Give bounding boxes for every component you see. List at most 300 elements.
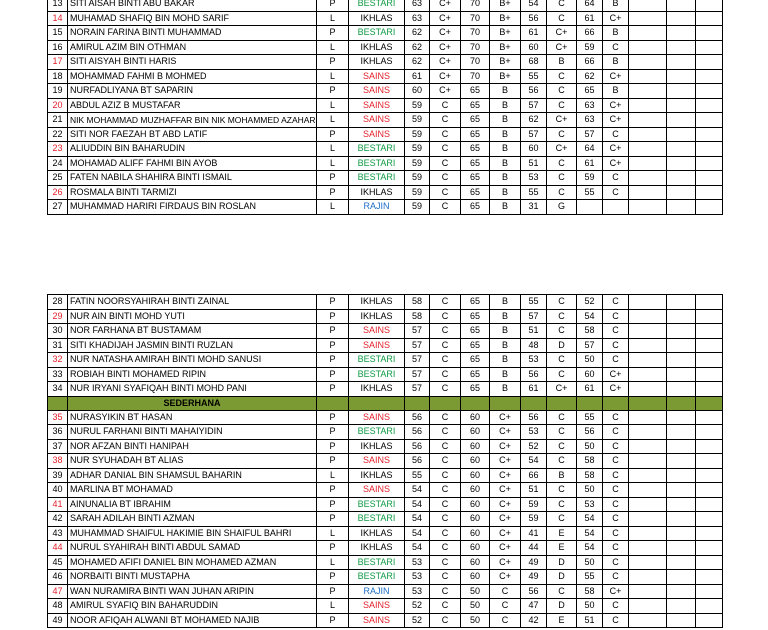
- score-3: 56: [521, 367, 547, 382]
- row-number: 42: [48, 512, 68, 527]
- empty-cell: [667, 584, 696, 599]
- score-2: 70: [461, 55, 490, 70]
- grade-3: C: [547, 295, 577, 310]
- grade-1: C: [430, 295, 461, 310]
- empty-cell: [696, 613, 723, 628]
- grade-1: C: [430, 324, 461, 339]
- score-3: 55: [521, 69, 547, 84]
- score-2: 70: [461, 26, 490, 41]
- grade-1: C: [430, 613, 461, 628]
- score-4: 55: [577, 410, 603, 425]
- score-1: 63: [405, 0, 430, 11]
- grade-1: C+: [430, 11, 461, 26]
- score-3: 51: [521, 156, 547, 171]
- table-row: [48, 439, 723, 454]
- grade-3: C: [547, 0, 577, 11]
- grade-3: C: [547, 454, 577, 469]
- empty-cell: [521, 396, 547, 410]
- gender-cell: P: [317, 483, 349, 498]
- grade-3: C: [547, 483, 577, 498]
- row-number: 22: [48, 127, 68, 142]
- table-row: [48, 454, 723, 469]
- grade-2: B+: [490, 69, 521, 84]
- empty-cell: [667, 26, 696, 41]
- score-1: 62: [405, 26, 430, 41]
- grade-2: B+: [490, 55, 521, 70]
- grade-3: C: [547, 171, 577, 186]
- score-2: 60: [461, 454, 490, 469]
- class-cell: BESTARI: [349, 142, 405, 157]
- empty-cell: [667, 599, 696, 614]
- empty-cell: [696, 454, 723, 469]
- grade-4: B: [603, 26, 629, 41]
- table-row: [48, 570, 723, 585]
- score-4: 60: [577, 367, 603, 382]
- empty-cell: [667, 324, 696, 339]
- score-3: 55: [521, 295, 547, 310]
- table-row: [48, 0, 723, 11]
- class-cell: IKHLAS: [349, 468, 405, 483]
- grade-4: C: [603, 425, 629, 440]
- score-3: 51: [521, 324, 547, 339]
- grade-1: C: [430, 113, 461, 128]
- empty-cell: [629, 295, 667, 310]
- empty-cell: [629, 11, 667, 26]
- gender-cell: P: [317, 439, 349, 454]
- empty-cell: [696, 483, 723, 498]
- class-cell: SAINS: [349, 599, 405, 614]
- class-cell: IKHLAS: [349, 541, 405, 556]
- gender-cell: L: [317, 200, 349, 215]
- empty-cell: [667, 468, 696, 483]
- score-1: 56: [405, 439, 430, 454]
- grade-4: B: [603, 0, 629, 11]
- grade-4: C: [603, 309, 629, 324]
- empty-cell: [603, 396, 629, 410]
- empty-cell: [430, 396, 461, 410]
- grade-2: C: [490, 613, 521, 628]
- score-3: 49: [521, 555, 547, 570]
- score-1: 59: [405, 200, 430, 215]
- score-1: 59: [405, 156, 430, 171]
- row-number: 38: [48, 454, 68, 469]
- gender-cell: L: [317, 69, 349, 84]
- grade-4: C: [603, 512, 629, 527]
- empty-cell: [629, 584, 667, 599]
- grade-4: [603, 200, 629, 215]
- row-number: 36: [48, 425, 68, 440]
- score-4: 51: [577, 613, 603, 628]
- empty-cell: [696, 410, 723, 425]
- score-4: 61: [577, 11, 603, 26]
- empty-cell: [667, 512, 696, 527]
- row-number: 41: [48, 497, 68, 512]
- empty-cell: [629, 185, 667, 200]
- score-2: 65: [461, 84, 490, 99]
- grade-2: C: [490, 584, 521, 599]
- table-row: [48, 338, 723, 353]
- grade-2: C+: [490, 439, 521, 454]
- score-4: 61: [577, 156, 603, 171]
- score-3: 51: [521, 483, 547, 498]
- score-2: 60: [461, 468, 490, 483]
- grade-3: G: [547, 200, 577, 215]
- class-cell: IKHLAS: [349, 11, 405, 26]
- class-cell: SAINS: [349, 84, 405, 99]
- grade-2: B: [490, 338, 521, 353]
- class-cell: SAINS: [349, 127, 405, 142]
- score-2: 50: [461, 599, 490, 614]
- score-3: 66: [521, 468, 547, 483]
- grade-1: C: [430, 555, 461, 570]
- gender-cell: P: [317, 367, 349, 382]
- empty-cell: [696, 526, 723, 541]
- empty-cell: [629, 309, 667, 324]
- empty-cell: [696, 127, 723, 142]
- gender-cell: P: [317, 309, 349, 324]
- empty-cell: [629, 570, 667, 585]
- empty-cell: [667, 555, 696, 570]
- student-name: SITI AISYAH BINTI HARIS: [68, 55, 317, 70]
- student-name: NOOR AFIQAH ALWANI BT MOHAMED NAJIB: [68, 613, 317, 628]
- empty-cell: [629, 0, 667, 11]
- grade-2: C+: [490, 468, 521, 483]
- table-row: [48, 185, 723, 200]
- grade-4: C: [603, 353, 629, 368]
- grade-2: B: [490, 367, 521, 382]
- class-cell: IKHLAS: [349, 40, 405, 55]
- student-name: AMIRUL AZIM BIN OTHMAN: [68, 40, 317, 55]
- class-cell: SAINS: [349, 338, 405, 353]
- score-4: 58: [577, 584, 603, 599]
- empty-cell: [696, 512, 723, 527]
- score-3: 44: [521, 541, 547, 556]
- score-3: 61: [521, 382, 547, 397]
- row-number: 27: [48, 200, 68, 215]
- grade-3: B: [547, 55, 577, 70]
- row-number: 49: [48, 613, 68, 628]
- score-3: 62: [521, 113, 547, 128]
- empty-cell: [629, 324, 667, 339]
- score-1: 61: [405, 69, 430, 84]
- row-number: 46: [48, 570, 68, 585]
- student-name: SITI NOR FAEZAH BT ABD LATIF: [68, 127, 317, 142]
- empty-cell: [667, 40, 696, 55]
- score-2: 65: [461, 113, 490, 128]
- empty-cell: [667, 11, 696, 26]
- score-1: 63: [405, 11, 430, 26]
- empty-cell: [629, 200, 667, 215]
- score-2: 60: [461, 526, 490, 541]
- row-number: 18: [48, 69, 68, 84]
- grade-1: C: [430, 468, 461, 483]
- student-name: NURFADLIYANA BT SAPARIN: [68, 84, 317, 99]
- empty-cell: [696, 468, 723, 483]
- gender-cell: L: [317, 113, 349, 128]
- table-row: [48, 599, 723, 614]
- student-name: FATEN NABILA SHAHIRA BINTI ISMAIL: [68, 171, 317, 186]
- table-row: [48, 171, 723, 186]
- grade-4: C+: [603, 142, 629, 157]
- grade-4: C+: [603, 584, 629, 599]
- grade-1: C: [430, 382, 461, 397]
- score-1: 59: [405, 113, 430, 128]
- row-number: 21: [48, 113, 68, 128]
- score-3: 31: [521, 200, 547, 215]
- gender-cell: P: [317, 55, 349, 70]
- student-name: MUHAMMAD SHAIFUL HAKIMIE BIN SHAIFUL BAHRI: [68, 526, 317, 541]
- score-2: 60: [461, 439, 490, 454]
- table-row: [48, 367, 723, 382]
- empty-cell: [629, 425, 667, 440]
- empty-cell: [667, 483, 696, 498]
- score-2: 60: [461, 483, 490, 498]
- row-number: 28: [48, 295, 68, 310]
- empty-cell: [667, 497, 696, 512]
- empty-cell: [696, 309, 723, 324]
- score-4: 62: [577, 69, 603, 84]
- score-3: 54: [521, 454, 547, 469]
- row-number: 30: [48, 324, 68, 339]
- empty-cell: [629, 353, 667, 368]
- grade-3: C: [547, 367, 577, 382]
- grade-1: C: [430, 142, 461, 157]
- grade-2: B: [490, 324, 521, 339]
- empty-cell: [696, 142, 723, 157]
- student-name: AINUNALIA BT IBRAHIM: [68, 497, 317, 512]
- empty-cell: [667, 439, 696, 454]
- grade-2: C+: [490, 555, 521, 570]
- table-row: [48, 113, 723, 128]
- empty-cell: [667, 613, 696, 628]
- grade-1: C: [430, 512, 461, 527]
- table-row: [48, 69, 723, 84]
- row-number: 20: [48, 98, 68, 113]
- grade-2: C+: [490, 570, 521, 585]
- grade-2: B+: [490, 0, 521, 11]
- empty-cell: [696, 396, 723, 410]
- empty-cell: [629, 599, 667, 614]
- score-4: 58: [577, 324, 603, 339]
- empty-cell: [667, 127, 696, 142]
- grade-1: C: [430, 338, 461, 353]
- score-2: 60: [461, 512, 490, 527]
- gender-cell: P: [317, 584, 349, 599]
- score-1: 62: [405, 40, 430, 55]
- row-number: 16: [48, 40, 68, 55]
- score-1: 56: [405, 410, 430, 425]
- table-row: [48, 410, 723, 425]
- grade-3: C+: [547, 382, 577, 397]
- student-name: NORAIN FARINA BINTI MUHAMMAD: [68, 26, 317, 41]
- grade-4: C+: [603, 98, 629, 113]
- empty-cell: [629, 555, 667, 570]
- class-cell: BESTARI: [349, 555, 405, 570]
- grade-1: C+: [430, 55, 461, 70]
- row-number: 39: [48, 468, 68, 483]
- empty-cell: [696, 55, 723, 70]
- table-row: [48, 26, 723, 41]
- grade-4: C: [603, 599, 629, 614]
- score-1: 53: [405, 555, 430, 570]
- grade-2: B+: [490, 26, 521, 41]
- grade-1: C: [430, 439, 461, 454]
- empty-cell: [696, 26, 723, 41]
- grade-2: C+: [490, 512, 521, 527]
- empty-cell: [696, 338, 723, 353]
- grade-3: C: [547, 69, 577, 84]
- score-4: 58: [577, 454, 603, 469]
- score-2: 65: [461, 171, 490, 186]
- gender-cell: L: [317, 156, 349, 171]
- grade-3: E: [547, 526, 577, 541]
- grade-2: B: [490, 171, 521, 186]
- row-number: 33: [48, 367, 68, 382]
- score-3: 61: [521, 26, 547, 41]
- empty-cell: [696, 295, 723, 310]
- empty-cell: [667, 55, 696, 70]
- score-2: 65: [461, 338, 490, 353]
- gender-cell: L: [317, 11, 349, 26]
- empty-cell: [667, 396, 696, 410]
- row-number: 13: [48, 0, 68, 11]
- grade-4: C+: [603, 113, 629, 128]
- score-4: 63: [577, 113, 603, 128]
- empty-cell: [629, 613, 667, 628]
- grade-3: C: [547, 185, 577, 200]
- table-row: [48, 512, 723, 527]
- table-row: [48, 295, 723, 310]
- score-1: 57: [405, 382, 430, 397]
- grade-3: C: [547, 84, 577, 99]
- score-3: 56: [521, 84, 547, 99]
- score-4: 59: [577, 171, 603, 186]
- score-4: 61: [577, 382, 603, 397]
- student-name: NORBAITI BINTI MUSTAPHA: [68, 570, 317, 585]
- empty-cell: [461, 396, 490, 410]
- score-2: 65: [461, 127, 490, 142]
- score-3: 53: [521, 425, 547, 440]
- grade-4: C: [603, 483, 629, 498]
- score-2: 50: [461, 613, 490, 628]
- empty-cell: [696, 0, 723, 11]
- grade-1: C: [430, 171, 461, 186]
- grade-1: C: [430, 200, 461, 215]
- row-number: 43: [48, 526, 68, 541]
- empty-cell: [629, 69, 667, 84]
- score-4: 50: [577, 483, 603, 498]
- score-1: 57: [405, 324, 430, 339]
- empty-cell: [667, 338, 696, 353]
- gender-cell: P: [317, 0, 349, 11]
- grade-3: C: [547, 497, 577, 512]
- grade-1: C: [430, 309, 461, 324]
- empty-cell: [696, 69, 723, 84]
- empty-cell: [696, 439, 723, 454]
- gender-cell: P: [317, 497, 349, 512]
- score-2: 70: [461, 0, 490, 11]
- score-4: 50: [577, 599, 603, 614]
- empty-cell: [667, 98, 696, 113]
- grade-2: C+: [490, 454, 521, 469]
- empty-cell: [696, 425, 723, 440]
- row-number: 34: [48, 382, 68, 397]
- score-2: 65: [461, 353, 490, 368]
- grade-2: C: [490, 599, 521, 614]
- row-number: 29: [48, 309, 68, 324]
- score-1: 52: [405, 599, 430, 614]
- grade-1: C+: [430, 26, 461, 41]
- empty-cell: [696, 367, 723, 382]
- empty-cell: [629, 84, 667, 99]
- class-cell: IKHLAS: [349, 382, 405, 397]
- grade-4: C: [603, 468, 629, 483]
- empty-cell: [696, 171, 723, 186]
- score-2: 65: [461, 98, 490, 113]
- score-3: 57: [521, 309, 547, 324]
- grade-2: B: [490, 295, 521, 310]
- student-name: MUHAMAD SHAFIQ BIN MOHD SARIF: [68, 11, 317, 26]
- grade-3: C: [547, 410, 577, 425]
- grade-1: C: [430, 127, 461, 142]
- gender-cell: P: [317, 338, 349, 353]
- row-number: 25: [48, 171, 68, 186]
- row-number: 15: [48, 26, 68, 41]
- student-name: AMIRUL SYAFIQ BIN BAHARUDDIN: [68, 599, 317, 614]
- grade-3: C: [547, 156, 577, 171]
- score-1: 59: [405, 171, 430, 186]
- empty-cell: [629, 156, 667, 171]
- score-1: 54: [405, 497, 430, 512]
- empty-cell: [696, 324, 723, 339]
- class-cell: BESTARI: [349, 425, 405, 440]
- gender-cell: P: [317, 295, 349, 310]
- grade-4: C+: [603, 156, 629, 171]
- grade-3: C: [547, 11, 577, 26]
- grade-1: C+: [430, 0, 461, 11]
- empty-cell: [629, 541, 667, 556]
- score-3: 56: [521, 11, 547, 26]
- grade-2: B: [490, 353, 521, 368]
- grade-4: C: [603, 497, 629, 512]
- grade-1: C: [430, 541, 461, 556]
- score-1: 55: [405, 468, 430, 483]
- score-2: 60: [461, 497, 490, 512]
- empty-cell: [629, 382, 667, 397]
- grade-1: C: [430, 570, 461, 585]
- grade-3: D: [547, 338, 577, 353]
- table-row: [48, 468, 723, 483]
- score-4: 50: [577, 555, 603, 570]
- empty-cell: [696, 497, 723, 512]
- empty-cell: [667, 84, 696, 99]
- class-cell: SAINS: [349, 98, 405, 113]
- gender-cell: P: [317, 570, 349, 585]
- score-1: 53: [405, 570, 430, 585]
- score-2: 65: [461, 309, 490, 324]
- empty-cell: [629, 171, 667, 186]
- grade-2: B: [490, 309, 521, 324]
- empty-cell: [667, 200, 696, 215]
- gender-cell: L: [317, 555, 349, 570]
- score-4: 54: [577, 309, 603, 324]
- empty-cell: [629, 526, 667, 541]
- empty-cell: [696, 353, 723, 368]
- class-cell: BESTARI: [349, 26, 405, 41]
- student-name: ALIUDDIN BIN BAHARUDIN: [68, 142, 317, 157]
- table-row: [48, 526, 723, 541]
- row-number: 19: [48, 84, 68, 99]
